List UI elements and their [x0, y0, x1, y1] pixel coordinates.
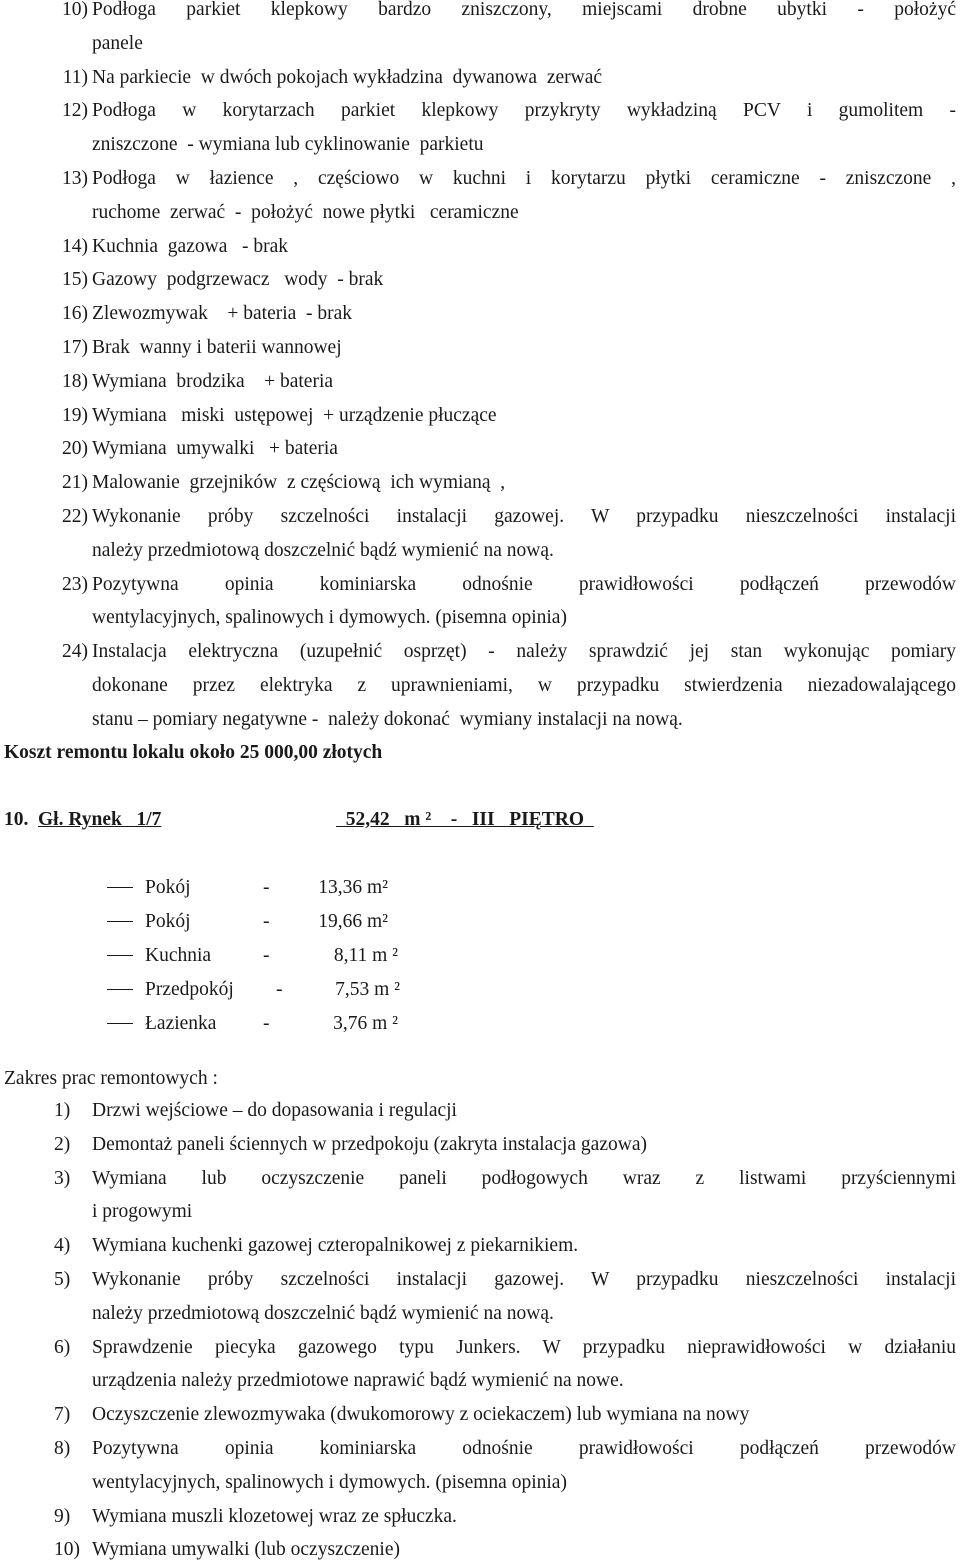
scope-item-text-line: Pozytywna opinia kominiarska odnośnie prawidłowości podłączeń przewodów — [92, 1437, 956, 1459]
scope-item — [0, 1533, 960, 1567]
repair-item-text-line: Podłoga w korytarzach parkiet klepkowy przykryty wykładziną PCV i gumolitem - — [92, 100, 956, 122]
scope-item-text-line: Demontaż paneli ściennych w przedpokoju (zakryta instalacja gazowa) — [92, 1133, 647, 1155]
repair-item-text-line: stanu – pomiary negatywne - należy dokonać wymiany instalacji na nową. — [92, 708, 683, 730]
repair-item-number: 10) — [62, 0, 88, 20]
repair-item-number: 17) — [62, 336, 88, 358]
room-area-row — [0, 939, 960, 973]
repair-item-text-line: Wykonanie próby szczelności instalacji gazowej. W przypadku nieszczelności instalacji — [92, 505, 956, 527]
repair-item-text-line: Wymiana brodzika + bateria — [92, 370, 334, 392]
scope-item — [0, 1500, 960, 1534]
repair-item-number: 24) — [62, 641, 88, 663]
repair-item-text-line: Na parkiecie w dwóch pokojach wykładzina dywanowa zerwać — [92, 66, 603, 88]
repair-item — [0, 365, 960, 399]
address-street: Gł. Rynek 1/7 — [38, 809, 162, 830]
repair-items-list — [0, 0, 960, 737]
room-separator: - — [263, 911, 270, 932]
scope-item — [0, 1229, 960, 1263]
scope-item — [0, 1128, 960, 1162]
scope-item-text-line: wentylacyjnych, spalinowych i dymowych. (pisemna opinia) — [92, 1471, 567, 1493]
repair-item — [0, 466, 960, 500]
repair-item-number: 12) — [62, 100, 88, 122]
scope-item-text-line: i progowymi — [92, 1201, 193, 1223]
repair-item-text-line: zniszczone - wymiana lub cyklinowanie parkietu — [92, 134, 484, 156]
repair-item-text-line: Wymiana umywalki + bateria — [92, 438, 338, 460]
address-area-floor: 52,42 m ² - III PIĘTRO — [336, 809, 594, 830]
repair-item-text-line: Podłoga w łazience , częściowo w kuchni i korytarzu płytki ceramiczne - zniszczone , — [92, 167, 956, 189]
repair-item — [0, 635, 960, 736]
repair-item — [0, 0, 960, 61]
address-number: 10. — [4, 809, 29, 830]
scope-item-text-line: Wymiana muszli klozetowej wraz ze spłuczka. — [92, 1505, 457, 1527]
dash-bullet-icon — [107, 921, 133, 922]
room-separator: - — [263, 1013, 270, 1034]
scope-item-text-line: Sprawdzenie piecyka gazowego typu Junkers. W przypadku nieprawidłowości w działaniu — [92, 1336, 956, 1358]
room-name: Pokój — [145, 877, 191, 898]
scope-title: Zakres prac remontowych : — [4, 1068, 218, 1089]
dash-bullet-icon — [107, 989, 133, 990]
scope-item — [0, 1432, 960, 1500]
repair-item-text-line: ruchome zerwać - położyć nowe płytki ceramiczne — [92, 201, 519, 223]
repair-item-text-line: Malowanie grzejników z częściową ich wymianą , — [92, 472, 506, 494]
scope-item-number: 5) — [54, 1268, 71, 1290]
scope-item-number: 6) — [54, 1336, 71, 1358]
repair-item — [0, 432, 960, 466]
room-area-value: 13,36 m² — [318, 877, 388, 898]
repair-item-number: 19) — [62, 404, 88, 426]
scope-items-list — [0, 1094, 960, 1567]
repair-item-text-line: Gazowy podgrzewacz wody - brak — [92, 269, 384, 291]
room-name: Kuchnia — [145, 945, 212, 966]
room-area-value: 7,53 m ² — [335, 979, 400, 1000]
repair-item-text-line: panele — [92, 32, 143, 54]
room-area-row — [0, 973, 960, 1007]
repair-item — [0, 263, 960, 297]
scope-item-number: 4) — [54, 1235, 71, 1257]
address-heading — [4, 803, 960, 837]
scope-item — [0, 1263, 960, 1331]
dash-bullet-icon — [107, 887, 133, 888]
repair-item-number: 11) — [62, 66, 88, 88]
scope-item-number: 1) — [54, 1100, 71, 1121]
room-area-value: 3,76 m ² — [333, 1013, 398, 1034]
repair-item-number: 22) — [62, 505, 88, 527]
room-areas-list — [0, 871, 960, 1041]
repair-item-text-line: wentylacyjnych, spalinowych i dymowych. (pisemna opinia) — [92, 607, 567, 629]
repair-item-text-line: dokonane przez elektryka z uprawnieniami, w przypadku stwierdzenia niezadowalającego — [92, 674, 956, 696]
scope-item-text-line: należy przedmiotową doszczelnić bądź wymienić na nową. — [92, 1302, 554, 1324]
repair-item-text-line: Pozytywna opinia kominiarska odnośnie prawidłowości podłączeń przewodów — [92, 573, 956, 595]
repair-item — [0, 94, 960, 162]
scope-item-text-line: Wymiana umywalki (lub oczyszczenie) — [92, 1539, 400, 1561]
room-name: Pokój — [145, 911, 191, 932]
repair-item — [0, 297, 960, 331]
scope-item-number: 3) — [54, 1167, 71, 1189]
scope-item-number: 9) — [54, 1505, 71, 1527]
scope-item — [0, 1094, 960, 1128]
repair-item — [0, 61, 960, 95]
repair-item — [0, 331, 960, 365]
repair-item — [0, 500, 960, 568]
scope-item-text-line: Wymiana lub oczyszczenie paneli podłogowych wraz z listwami przyściennymi — [92, 1167, 956, 1189]
scope-item — [0, 1398, 960, 1432]
repair-item-number: 15) — [62, 269, 88, 291]
room-separator: - — [263, 945, 270, 966]
room-area-row — [0, 905, 960, 939]
repair-item-text-line: Wymiana miski ustępowej + urządzenie płuczące — [92, 404, 497, 426]
dash-bullet-icon — [107, 955, 133, 956]
scope-item-text-line: Wykonanie próby szczelności instalacji gazowej. W przypadku nieszczelności instalacji — [92, 1268, 956, 1290]
room-separator: - — [263, 877, 270, 898]
room-area-row — [0, 871, 960, 905]
scope-item-text-line: urządzenia należy przedmiotowe naprawić bądź wymienić na nowe. — [92, 1370, 624, 1392]
room-area-value: 19,66 m² — [318, 911, 388, 932]
scope-item — [0, 1331, 960, 1399]
repair-item-number: 13) — [62, 167, 88, 189]
scope-item-number: 2) — [54, 1133, 71, 1155]
repair-item-text-line: Instalacja elektryczna (uzupełnić osprzęt) - należy sprawdzić jej stan wykonując pomiary — [92, 641, 956, 663]
repair-item-number: 20) — [62, 438, 88, 460]
repair-item-number: 14) — [62, 235, 88, 257]
repair-item — [0, 399, 960, 433]
repair-item-number: 21) — [62, 472, 88, 494]
room-area-row — [0, 1007, 960, 1041]
scope-item-text-line: Wymiana kuchenki gazowej czteropalnikowej z piekarnikiem. — [92, 1235, 579, 1257]
repair-item-text-line: Kuchnia gazowa - brak — [92, 235, 288, 257]
repair-item-text-line: Brak wanny i baterii wannowej — [92, 336, 342, 358]
room-separator: - — [276, 979, 283, 1000]
repair-item-text-line: Podłoga parkiet klepkowy bardzo zniszczony, miejscami drobne ubytki - położyć — [92, 0, 956, 20]
repair-item-text-line: Zlewozmywak + bateria - brak — [92, 303, 353, 325]
repair-item — [0, 162, 960, 230]
room-name: Łazienka — [145, 1013, 217, 1034]
scope-item-number: 8) — [54, 1437, 71, 1459]
repair-item-number: 18) — [62, 370, 88, 392]
room-name: Przedpokój — [145, 979, 234, 1000]
room-area-value: 8,11 m ² — [333, 945, 398, 966]
repair-item — [0, 230, 960, 264]
scope-item-number: 7) — [54, 1404, 71, 1426]
scope-item-text-line: Drzwi wejściowe – do dopasowania i regulacji — [92, 1100, 457, 1121]
repair-item-number: 23) — [62, 573, 88, 595]
scope-item-text-line: Oczyszczenie zlewozmywaka (dwukomorowy z ociekaczem) lub wymiana na nowy — [92, 1404, 750, 1426]
repair-item-text-line: należy przedmiotową doszczelnić bądź wymienić na nową. — [92, 539, 554, 561]
dash-bullet-icon — [107, 1023, 133, 1024]
repair-item — [0, 568, 960, 636]
repair-item-number: 16) — [62, 303, 88, 325]
scope-item — [0, 1162, 960, 1230]
cost-summary: Koszt remontu lokalu około 25 000,00 złotych — [4, 742, 383, 763]
scope-item-number: 10) — [54, 1539, 80, 1561]
